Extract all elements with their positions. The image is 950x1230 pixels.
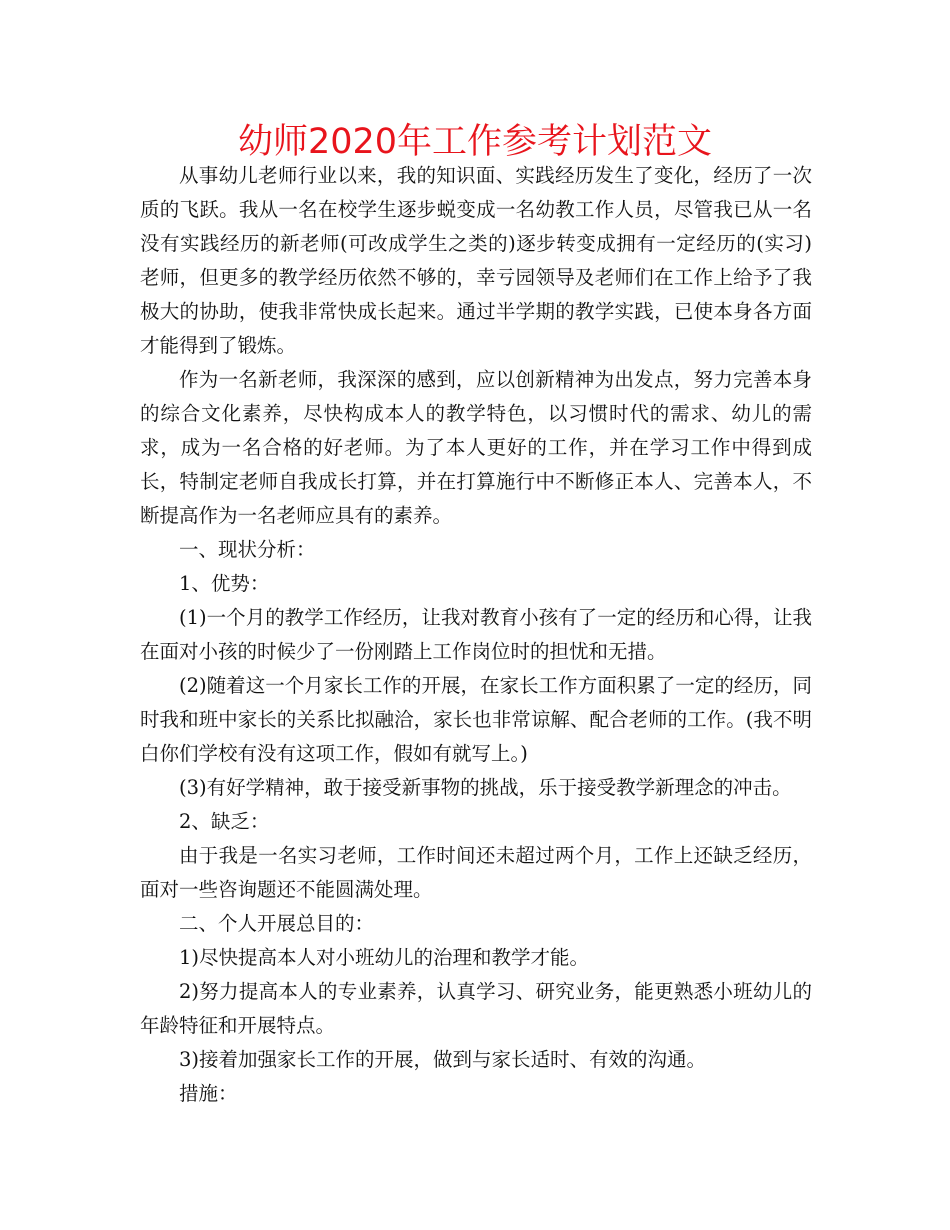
goal-item-3: 3)接着加强家长工作的开展，做到与家长适时、有效的沟通。 [179, 1048, 707, 1071]
page-title: 幼师2020年工作参考计划范文 [237, 122, 713, 162]
section-heading-status: 一、现状分析： [179, 538, 316, 561]
strength-item-1: (1)一个月的教学工作经历，让我对教育小孩有了一定的经历和心得，让我在面对小孩的时候少了一份刚踏上工作岗位时的担忧和无措。 [140, 606, 812, 663]
subheading-measures: 措施： [179, 1082, 238, 1105]
document-body [140, 159, 812, 1111]
paragraph-goal: 作为一名新老师，我深深的感到，应以创新精神为出发点，努力完善本身的综合文化素养，尽快构成本人的教学特色，以习惯时代的需求、幼儿的需求，成为一名合格的好老师。为了本人更好的工作，并在学习工作中得到成长，特制定老师自我成长打算，并在打算施行中不断修正本人、完善本人，不断提高作为一名老师应具有的素养。 [140, 368, 812, 527]
strength-item-3: (3)有好学精神，敢于接受新事物的挑战，乐于接受教学新理念的冲击。 [179, 776, 792, 799]
subheading-weaknesses: 2、缺乏： [179, 810, 270, 833]
strength-item-2: (2)随着这一个月家长工作的开展，在家长工作方面积累了一定的经历，同时我和班中家长的关系比拟融洽，家长也非常谅解、配合老师的工作。(我不明白你们学校有没有这项工作，假如有就写上。) [140, 674, 812, 765]
goal-item-1: 1)尽快提高本人对小班幼儿的治理和教学才能。 [179, 946, 590, 969]
goal-item-2: 2)努力提高本人的专业素养，认真学习、研究业务，能更熟悉小班幼儿的年龄特征和开展特点。 [140, 980, 812, 1037]
paragraph-intro: 从事幼儿老师行业以来，我的知识面、实践经历发生了变化，经历了一次质的飞跃。我从一名在校学生逐步蜕变成一名幼教工作人员，尽管我已从一名没有实践经历的新老师(可改成学生之类的)逐步转变成拥有一定经历的(实习)老师，但更多的教学经历依然不够的，幸亏园领导及老师们在工作上给予了我极大的协助，使我非常快成长起来。通过半学期的教学实践，已使本身各方面才能得到了锻炼。 [140, 164, 812, 357]
subheading-strengths: 1、优势： [179, 572, 270, 595]
weakness-text: 由于我是一名实习老师，工作时间还未超过两个月，工作上还缺乏经历，面对一些咨询题还不能圆满处理。 [140, 844, 812, 901]
section-heading-goals: 二、个人开展总目的： [179, 912, 375, 935]
